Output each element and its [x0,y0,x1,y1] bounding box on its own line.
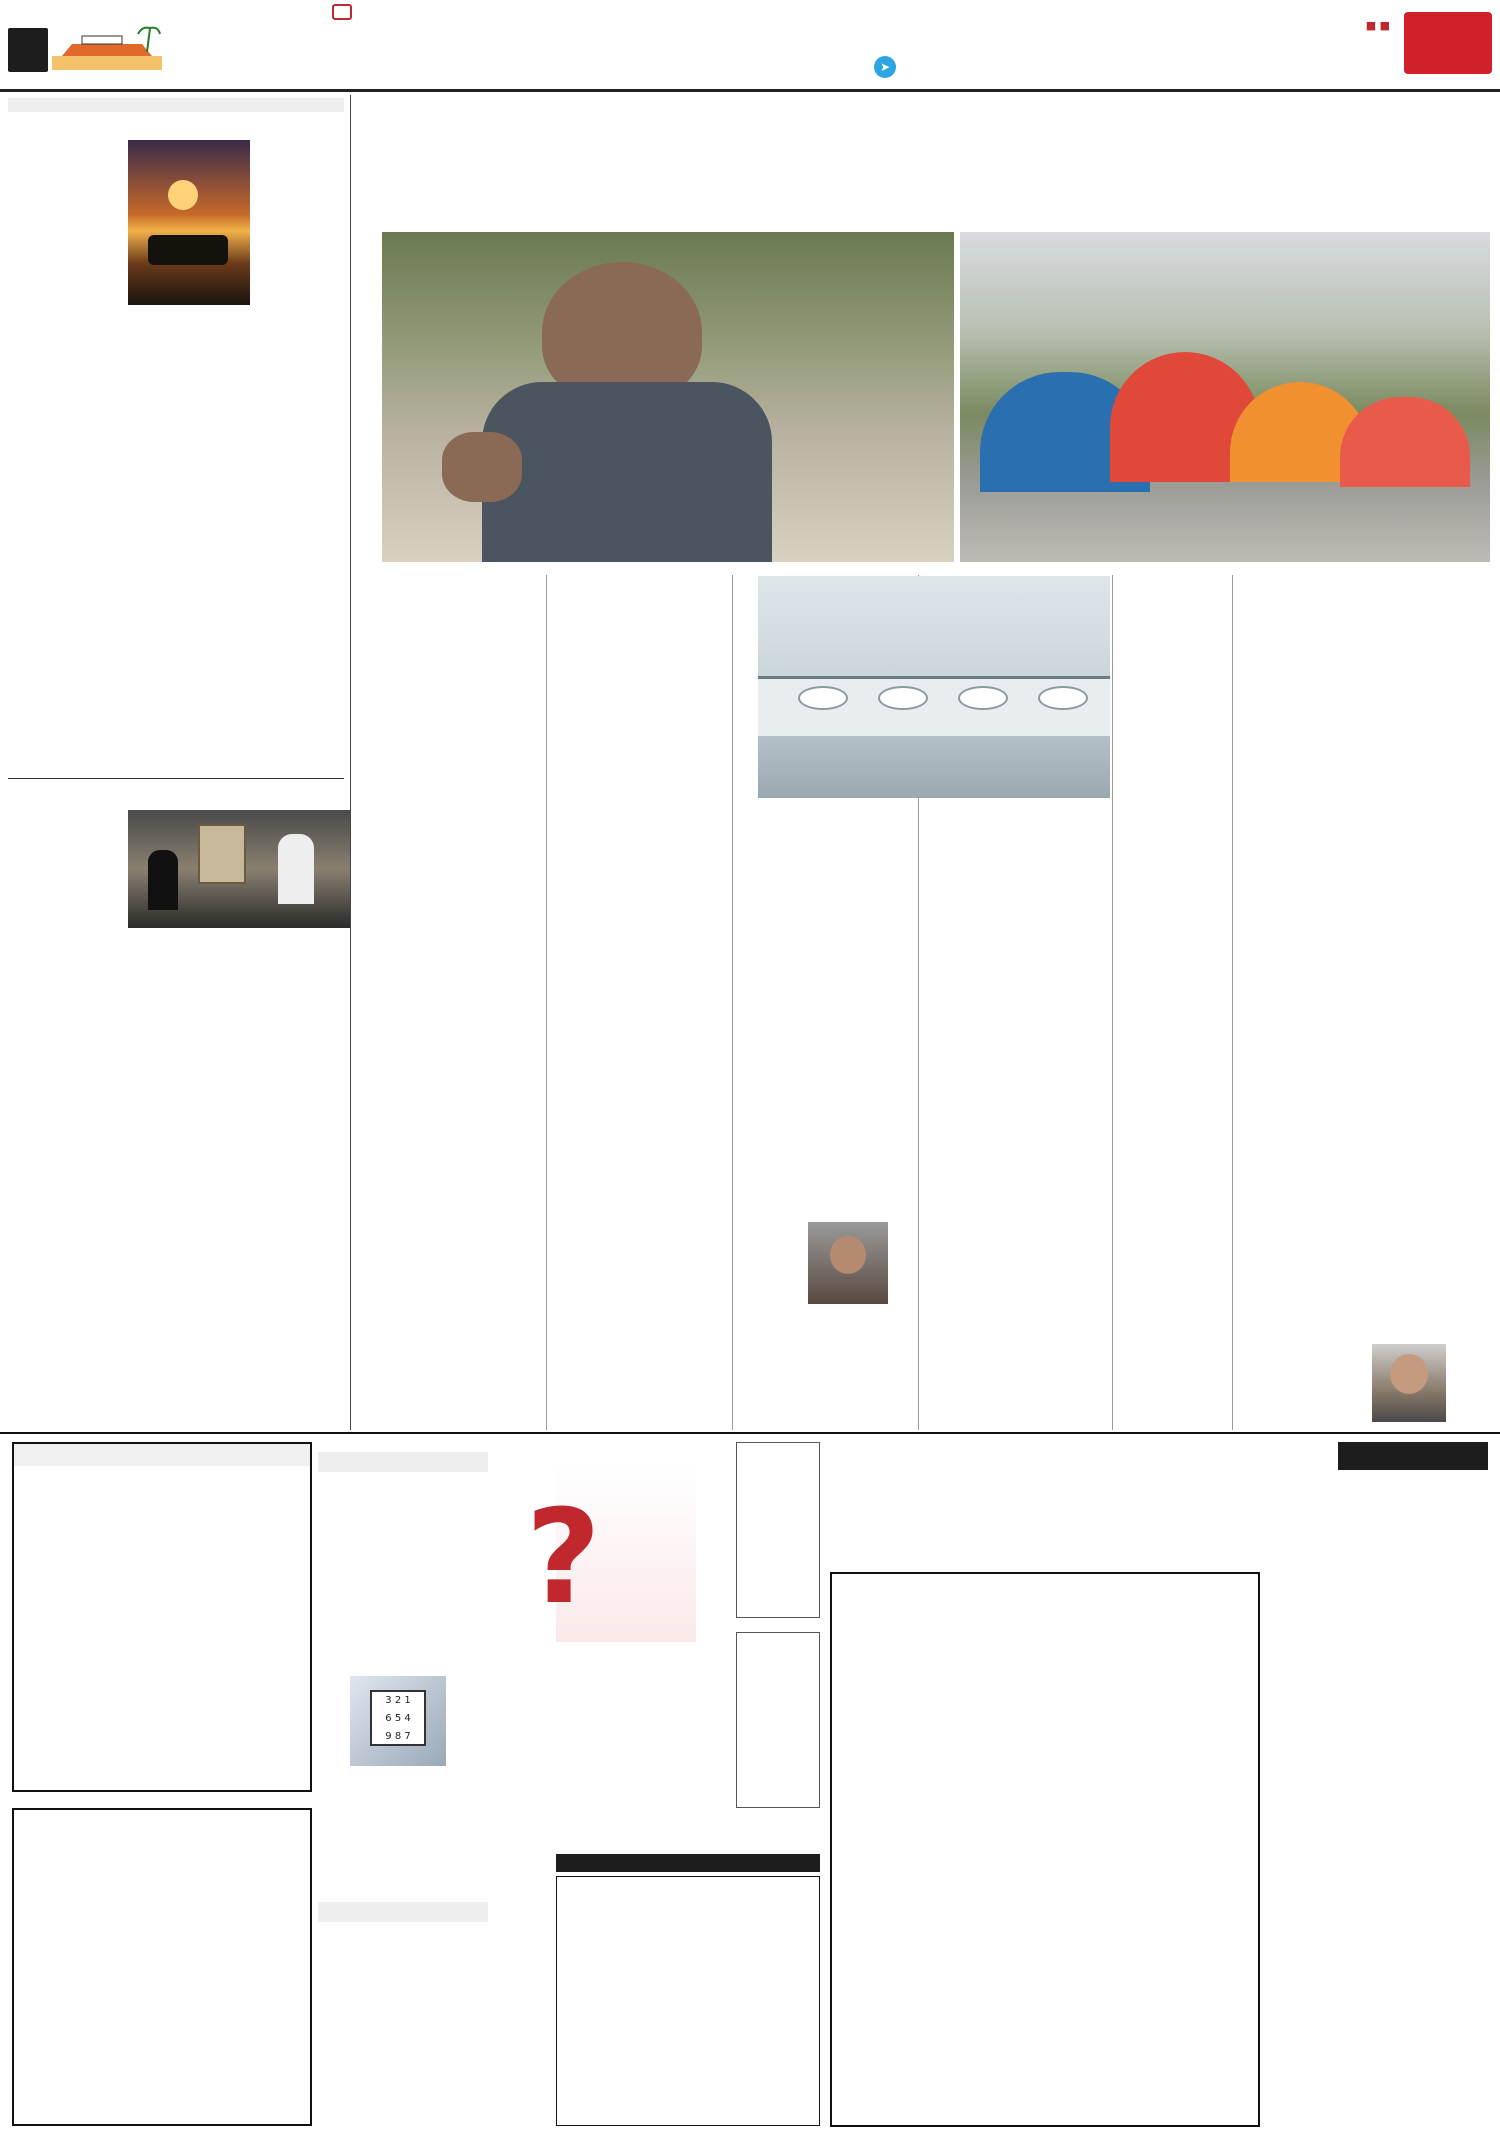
crossword-title [1338,1442,1488,1470]
zarghami-photo [382,232,954,562]
email-icon [332,4,352,20]
article-col3 [922,808,1106,811]
sudoku-hard-title [318,1902,488,1922]
oroji-portrait [1372,1344,1446,1422]
svg-text:?: ? [525,1481,601,1633]
article-col5 [550,808,726,811]
crossword-clues [1278,1474,1488,1478]
crossword-answer-grid [556,1876,820,2126]
newspaper-logo [1404,12,1492,74]
sudoku-hard-grid[interactable] [12,1808,312,2126]
answers-area [525,1442,820,1842]
article-col2 [1112,576,1226,579]
article-col6 [364,576,540,579]
page-number [8,28,48,72]
offroad-car-photo [128,140,250,305]
article-col1 [1236,576,1488,579]
mohajerinejad-portrait [808,1222,888,1304]
sudoku-cube-illustration: 1 2 3 4 5 6 7 8 9 [350,1676,446,1766]
easy-answer-grid [736,1442,820,1618]
puzzle-number-1096 [460,1770,520,1794]
travel-illustration [52,22,162,70]
news-tag [8,98,344,112]
sudoku-easy-grid[interactable] [12,1442,312,1792]
story1-body [6,312,342,315]
telegram-icon: ➤ [874,56,896,78]
story2-body [6,936,342,939]
sudoku-easy-title [318,1452,488,1472]
crossword-grid[interactable] [830,1572,1260,2127]
answer-title [556,1854,820,1872]
sasanian-relief-photo [128,810,350,928]
question-icon [525,1462,696,1642]
washroom-photo [758,576,1110,798]
tents-photo [960,232,1490,562]
article-col4 [736,808,916,811]
issue-info: ■ ■ [1365,19,1390,32]
hard-answer-grid [736,1632,820,1808]
masthead [0,0,1500,92]
crossword-row-numbers [1262,1572,1282,2127]
